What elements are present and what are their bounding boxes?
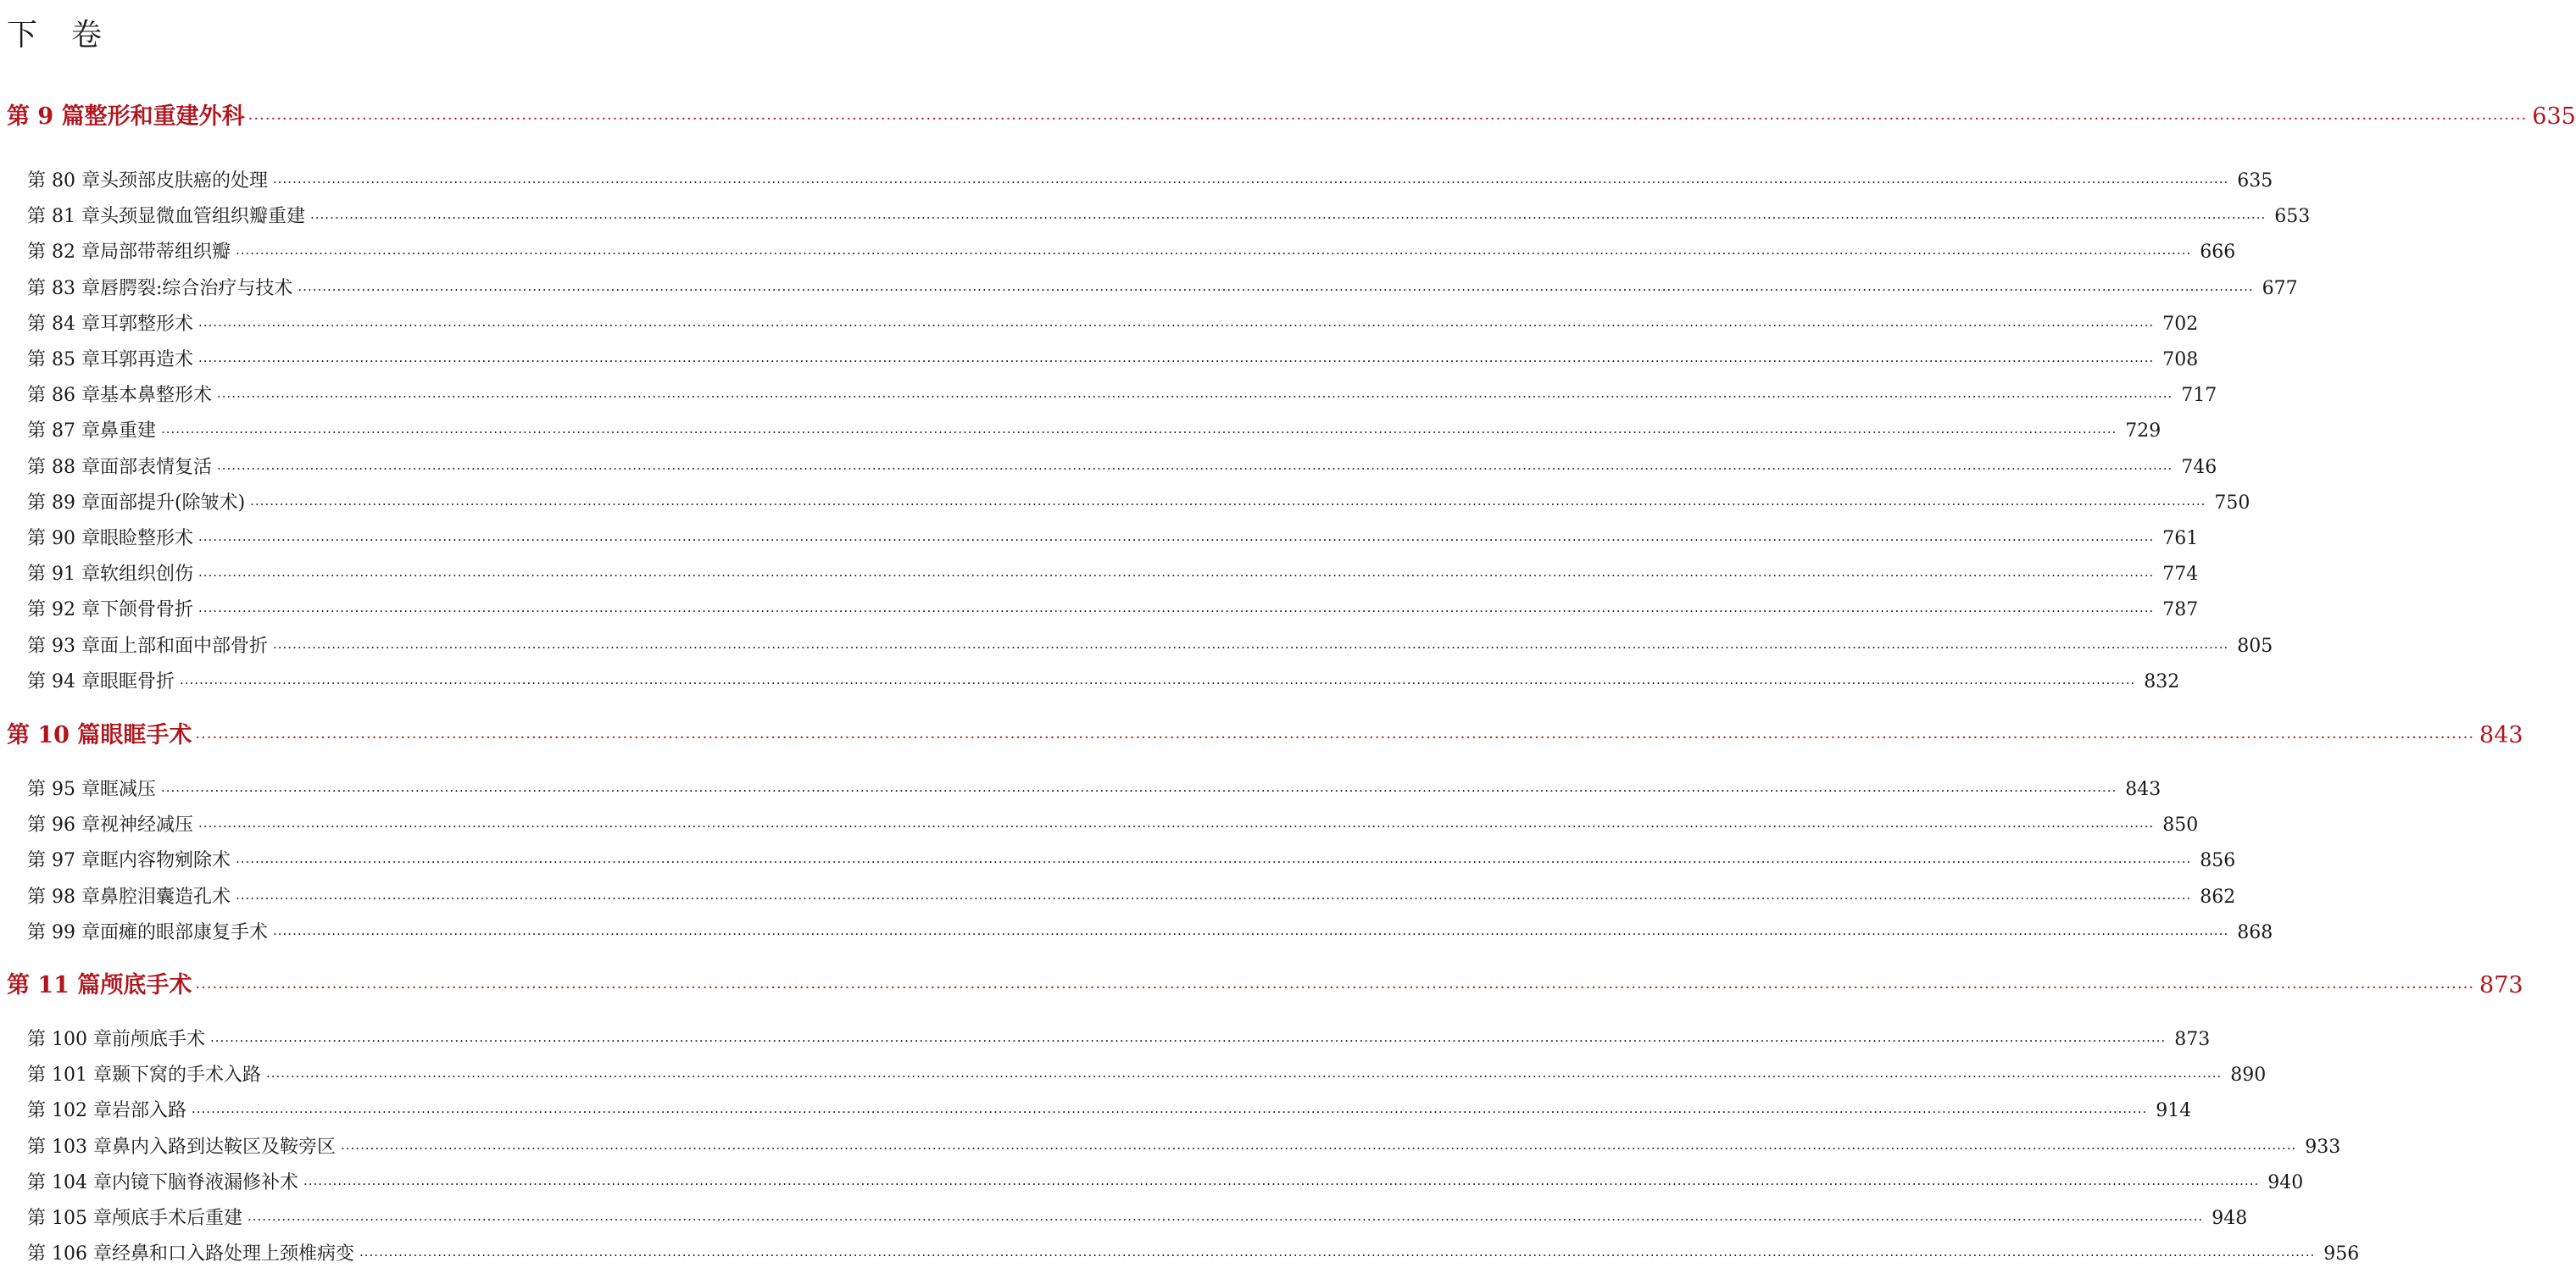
- chapter-title: 经鼻和口入路处理上颈椎病变: [111, 1243, 354, 1265]
- chapter-number: 第 105 章: [27, 1208, 112, 1229]
- dot-leader: ················································································································································································································································································································································································································: [248, 1212, 2204, 1227]
- dot-leader: ················································································································································································································································································································································································································: [248, 110, 2528, 128]
- chapter-page-number: 653: [2274, 206, 2311, 228]
- chapter-number: 第 101 章: [27, 1065, 112, 1087]
- chapter-entry[interactable]: [27, 454, 2217, 482]
- chapter-entry[interactable]: [27, 311, 2199, 339]
- chapter-number: 第 96 章: [27, 815, 100, 837]
- chapter-page-number: 890: [2230, 1065, 2267, 1087]
- chapter-entry[interactable]: [27, 776, 2162, 804]
- part-title: 颅底手术: [100, 972, 192, 998]
- chapter-title: 岩部入路: [111, 1100, 186, 1122]
- chapter-number: 第 91 章: [27, 564, 100, 586]
- chapter-page-number: 774: [2162, 564, 2199, 586]
- dot-leader: ················································································································································································································································································································································································································: [236, 890, 2192, 906]
- chapter-entry[interactable]: [27, 203, 2311, 231]
- chapter-entry[interactable]: [27, 1062, 2267, 1090]
- dot-leader: ················································································································································································································································································································································································································: [161, 783, 2117, 798]
- chapter-title: 头颈显微血管组织瓣重建: [99, 206, 305, 228]
- chapter-number: 第 85 章: [27, 349, 100, 370]
- dot-leader: ················································································································································································································································································································································································································: [195, 979, 2475, 997]
- chapter-page-number: 850: [2162, 815, 2199, 837]
- chapter-entry[interactable]: [27, 669, 2180, 697]
- chapter-number: 第 95 章: [27, 779, 100, 800]
- chapter-title: 下颌骨骨折: [99, 599, 193, 621]
- chapter-page-number: 805: [2237, 635, 2273, 657]
- chapter-entry[interactable]: [27, 633, 2273, 661]
- dot-leader: ················································································································································································································································································································································································································: [298, 281, 2254, 298]
- chapter-title: 前颅底手术: [111, 1029, 205, 1050]
- chapter-entry[interactable]: [27, 1134, 2341, 1162]
- chapter-page-number: 956: [2323, 1243, 2360, 1265]
- dot-leader: ················································································································································································································································································································································································································: [217, 460, 2173, 476]
- chapter-number: 第 84 章: [27, 313, 100, 335]
- chapter-page-number: 787: [2162, 599, 2199, 621]
- chapter-number: 第 87 章: [27, 420, 100, 442]
- chapter-number: 第 94 章: [27, 670, 100, 692]
- chapter-number: 第 99 章: [27, 921, 100, 943]
- chapter-entry[interactable]: [27, 168, 2273, 196]
- chapter-page-number: 729: [2125, 420, 2162, 442]
- chapter-page-number: 666: [2200, 242, 2236, 264]
- chapter-page-number: 832: [2144, 670, 2180, 692]
- chapter-page-number: 856: [2200, 850, 2236, 872]
- chapter-page-number: 933: [2305, 1136, 2341, 1158]
- chapter-title: 鼻内入路到达鞍区及鞍旁区: [111, 1136, 336, 1158]
- chapter-number: 第 81 章: [27, 206, 100, 228]
- chapter-title: 面上部和面中部骨折: [99, 635, 268, 657]
- part-heading[interactable]: [7, 719, 2523, 755]
- chapter-number: 第 80 章: [27, 170, 100, 192]
- chapter-title: 耳郭再造术: [99, 349, 193, 370]
- chapter-page-number: 750: [2214, 492, 2251, 514]
- chapter-page-number: 862: [2200, 886, 2236, 908]
- chapter-page-number: 914: [2156, 1100, 2192, 1122]
- chapter-entry[interactable]: [27, 418, 2162, 446]
- chapter-title: 基本鼻整形术: [99, 385, 212, 407]
- chapter-entry[interactable]: [27, 1026, 2211, 1054]
- volume-title: 下 卷: [7, 18, 104, 53]
- part-title: 整形和重建外科: [84, 103, 245, 130]
- chapter-title: 面部表情复活: [99, 456, 212, 478]
- chapter-number: 第 82 章: [27, 242, 100, 264]
- chapter-title: 鼻重建: [99, 420, 156, 442]
- part-heading[interactable]: [7, 100, 2576, 136]
- chapter-title: 颅底手术后重建: [111, 1208, 242, 1229]
- chapter-title: 颞下窝的手术入路: [111, 1065, 261, 1087]
- dot-leader: ················································································································································································································································································································································································································: [359, 1248, 2316, 1264]
- chapter-number: 第 97 章: [27, 850, 100, 872]
- chapter-entry[interactable]: [27, 848, 2236, 876]
- dot-leader: ················································································································································································································································································································································································································: [198, 532, 2155, 548]
- chapter-title: 眶减压: [99, 779, 156, 800]
- chapter-page-number: 868: [2237, 921, 2273, 943]
- chapter-entry[interactable]: [27, 597, 2199, 625]
- chapter-page-number: 635: [2237, 170, 2273, 192]
- chapter-title: 局部带蒂组织瓣: [99, 242, 231, 264]
- chapter-page-number: 873: [2174, 1029, 2211, 1050]
- dot-leader: ················································································································································································································································································································································································································: [303, 1176, 2260, 1192]
- dot-leader: ················································································································································································································································································································································································································: [273, 175, 2229, 190]
- chapter-number: 第 92 章: [27, 599, 100, 621]
- chapter-number: 第 104 章: [27, 1171, 112, 1193]
- dot-leader: ················································································································································································································································································································································································································: [310, 210, 2267, 226]
- chapter-entry[interactable]: [27, 1241, 2360, 1269]
- part-page-number: 873: [2479, 972, 2523, 998]
- chapter-entry[interactable]: [27, 561, 2199, 589]
- chapter-page-number: 746: [2181, 456, 2217, 478]
- chapter-page-number: 702: [2162, 313, 2199, 335]
- chapter-title: 眶内容物剜除术: [99, 850, 231, 872]
- part-number: 第 9 篇: [7, 103, 85, 130]
- chapter-number: 第 88 章: [27, 456, 100, 478]
- part-number: 第 11 篇: [7, 972, 101, 998]
- chapter-page-number: 717: [2181, 385, 2217, 407]
- part-number: 第 10 篇: [7, 722, 101, 748]
- chapter-page-number: 677: [2262, 277, 2298, 299]
- chapter-number: 第 86 章: [27, 385, 100, 407]
- chapter-number: 第 100 章: [27, 1029, 112, 1050]
- part-title: 眼眶手术: [100, 722, 192, 748]
- chapter-title: 眼眶骨折: [99, 670, 175, 692]
- chapter-number: 第 102 章: [27, 1100, 112, 1122]
- chapter-entry[interactable]: [27, 1098, 2192, 1126]
- dot-leader: ················································································································································································································································································································································································································: [273, 639, 2229, 655]
- part-page-number: 635: [2532, 103, 2576, 130]
- dot-leader: ················································································································································································································································································································································································································: [198, 603, 2155, 620]
- chapter-title: 面部提升(除皱术): [99, 492, 246, 514]
- chapter-title: 眼睑整形术: [99, 528, 193, 549]
- chapter-entry[interactable]: [27, 1170, 2304, 1198]
- chapter-title: 软组织创伤: [99, 564, 193, 586]
- chapter-title: 面瘫的眼部康复手术: [99, 921, 268, 943]
- part-heading[interactable]: [7, 969, 2523, 1005]
- chapter-number: 第 103 章: [27, 1136, 112, 1158]
- chapter-title: 内镜下脑脊液漏修补术: [111, 1171, 298, 1193]
- chapter-page-number: 843: [2125, 779, 2162, 800]
- dot-leader: ················································································································································································································································································································································································································: [236, 246, 2192, 262]
- chapter-title: 头颈部皮肤癌的处理: [99, 170, 268, 192]
- dot-leader: ················································································································································································································································································································································································································: [217, 389, 2173, 405]
- dot-leader: ················································································································································································································································································································································································································: [341, 1140, 2297, 1156]
- dot-leader: ················································································································································································································································································································································································································: [192, 1104, 2148, 1121]
- chapter-entry[interactable]: [27, 382, 2217, 410]
- chapter-page-number: 948: [2212, 1208, 2248, 1229]
- dot-leader: ················································································································································································································································································································································································································: [198, 353, 2155, 369]
- chapter-number: 第 89 章: [27, 492, 100, 514]
- dot-leader: ················································································································································································································································································································································································································: [195, 729, 2475, 747]
- chapter-number: 第 98 章: [27, 886, 100, 908]
- part-page-number: 843: [2479, 722, 2523, 748]
- dot-leader: ················································································································································································································································································································································································································: [198, 317, 2155, 333]
- chapter-entry[interactable]: [27, 490, 2251, 518]
- chapter-title: 鼻腔泪囊造孔术: [99, 886, 231, 908]
- chapter-entry[interactable]: [27, 1205, 2248, 1233]
- dot-leader: ················································································································································································································································································································································································································: [236, 854, 2192, 870]
- dot-leader: ················································································································································································································································································································································································································: [198, 568, 2155, 584]
- chapter-title: 耳郭整形术: [99, 313, 193, 335]
- chapter-page-number: 708: [2162, 349, 2199, 370]
- dot-leader: ················································································································································································································································································································································································································: [210, 1033, 2167, 1048]
- dot-leader: ················································································································································································································································································································································································································: [266, 1069, 2223, 1085]
- chapter-entry[interactable]: [27, 526, 2199, 553]
- dot-leader: ················································································································································································································································································································································································································: [198, 819, 2155, 835]
- chapter-entry[interactable]: [27, 275, 2298, 303]
- chapter-number: 第 83 章: [27, 277, 100, 299]
- chapter-title: 视神经减压: [99, 815, 193, 837]
- chapter-entry[interactable]: [27, 812, 2199, 840]
- chapter-number: 第 93 章: [27, 635, 100, 657]
- chapter-entry[interactable]: [27, 884, 2236, 912]
- dot-leader: ················································································································································································································································································································································································································: [180, 675, 2136, 691]
- chapter-number: 第 90 章: [27, 528, 100, 549]
- dot-leader: ················································································································································································································································································································································································································: [161, 425, 2117, 441]
- dot-leader: ················································································································································································································································································································································································································: [273, 926, 2229, 942]
- chapter-title: 唇腭裂:综合治疗与技术: [99, 277, 293, 299]
- chapter-entry[interactable]: [27, 347, 2199, 375]
- dot-leader: ················································································································································································································································································································································································································: [250, 496, 2206, 512]
- chapter-page-number: 761: [2162, 528, 2199, 549]
- chapter-page-number: 940: [2267, 1171, 2304, 1193]
- chapter-number: 第 106 章: [27, 1243, 112, 1265]
- chapter-entry[interactable]: [27, 239, 2236, 267]
- chapter-entry[interactable]: [27, 920, 2273, 948]
